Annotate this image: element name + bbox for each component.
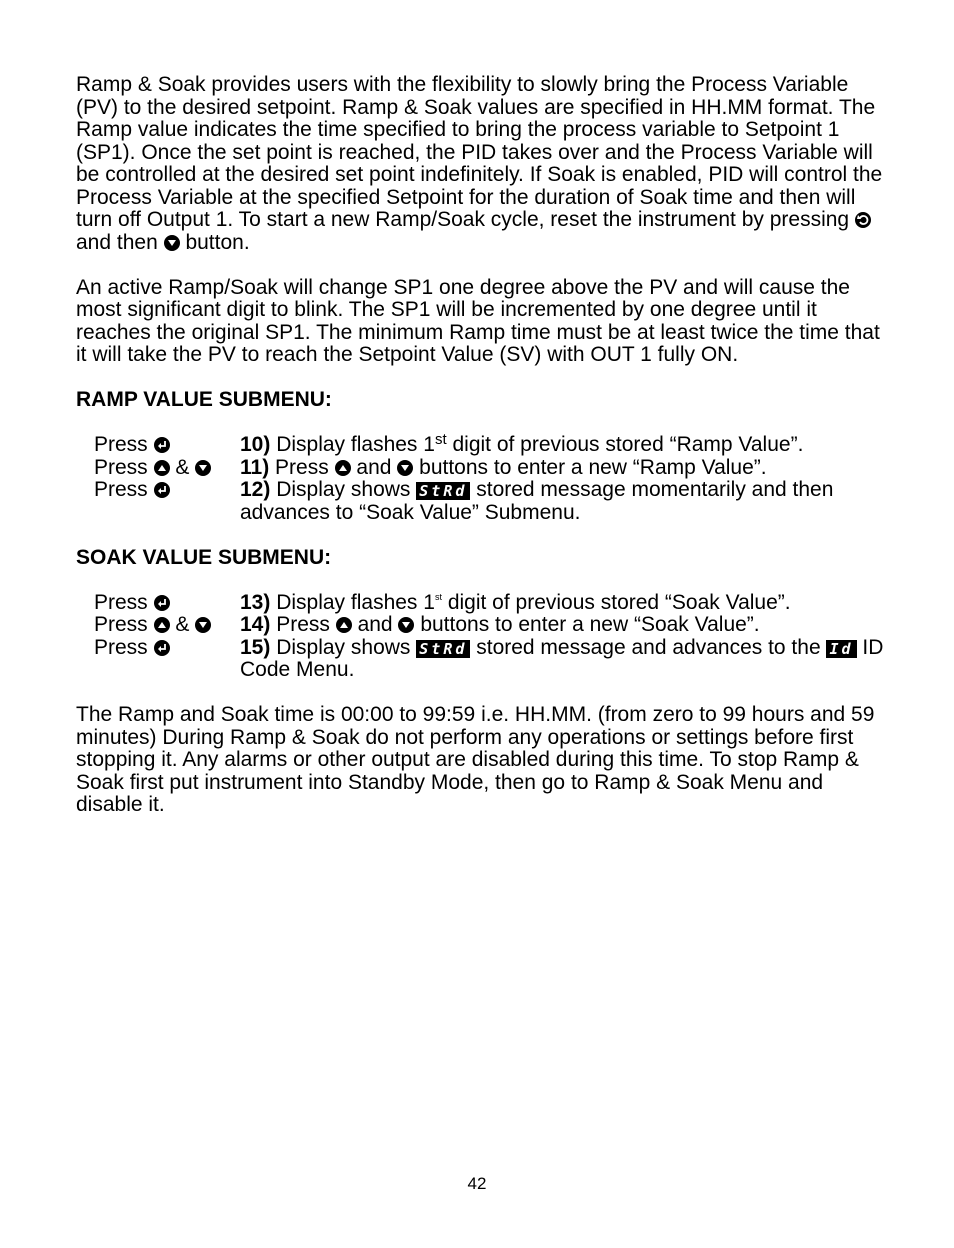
step-text: and [357,613,393,636]
step-description [240,431,886,457]
press-label [94,479,240,502]
step-number: 10) [240,433,271,456]
step-text: Press [275,455,329,479]
ramp-steps [94,431,886,524]
press-label [94,637,240,660]
down-arrow-icon [195,460,211,476]
step-description [240,614,886,637]
step-text: digit of previous stored “Soak Value”. [447,590,791,614]
soak-step-15 [94,637,886,682]
step-description [240,592,886,615]
up-arrow-icon [154,460,170,476]
step-text: buttons to enter a new “Soak Value”. [420,613,760,636]
press-text: Press [94,590,148,614]
press-text: Press [94,433,148,456]
lcd-strd-display: StRd [416,640,470,658]
step-text: Display shows [276,635,411,659]
press-label [94,457,240,480]
press-text: Press [94,455,148,479]
lcd-strd-display: StRd [416,482,470,500]
step-text: stored message and advances to the [476,635,821,659]
reset-icon [855,212,871,228]
step-text: stored message momentarily and then advances to “Soak Value” Submenu. [240,478,834,524]
down-arrow-icon [164,235,180,251]
up-arrow-icon [335,460,351,476]
up-arrow-icon [154,617,170,633]
step-description [240,457,886,480]
superscript: st [434,431,447,448]
enter-icon [154,482,170,498]
step-text: ID Code Menu. [240,635,884,681]
step-text: Display flashes 1 [276,590,435,614]
page-number: 42 [467,1174,487,1193]
down-arrow-icon [195,617,211,633]
step-text: buttons to enter a new “Ramp Value”. [419,455,767,479]
step-number: 15) [240,635,271,659]
ramp-step-11 [94,457,886,480]
step-text: digit of previous stored “Ramp Value”. [452,433,804,456]
manual-page [76,74,886,839]
enter-icon [154,437,170,453]
step-text: Press [276,613,330,636]
step-description [240,479,886,524]
down-arrow-icon [398,617,414,633]
step-text: Display shows [276,478,411,501]
intro-paragraph-1 [76,74,886,254]
up-arrow-icon [336,617,352,633]
ampersand: & [175,613,190,636]
soak-steps [94,592,886,682]
intro-text-c: button. [185,230,250,254]
step-description [240,637,886,682]
soak-step-13 [94,592,886,615]
press-label [94,434,240,457]
closing-paragraph: The Ramp and Soak time is 00:00 to 99:59 i.e. HH.MM. (from zero to 99 hours and 59 minutes) During Ramp & Soak do not perform any operations or settings before first stopping it. Any alarms or other output are disabled during this time. To stop Ramp & Soak first put instrument into Standby Mode, then go to Ramp & Soak Menu and disable it. [76,703,875,816]
press-label [94,614,240,637]
down-arrow-icon [397,460,413,476]
enter-icon [154,595,170,611]
enter-icon [154,640,170,656]
press-label [94,592,240,615]
ramp-step-12 [94,479,886,524]
step-number: 11) [240,455,270,479]
superscript: st [434,591,442,602]
press-text: Press [94,478,148,501]
press-text: Press [94,635,148,659]
step-number: 13) [240,590,271,614]
ramp-step-10 [94,431,886,457]
soak-heading: SOAK VALUE SUBMENU: [76,545,332,569]
intro-text-a: Ramp & Soak provides users with the flexibility to slowly bring the Process Variable (PV) to the desired setpoint. Ramp & Soak values are specified in HH.MM format. The Ramp value indicates the time specified to bring the process variable to Setpoint 1 (SP1). Once the set point is reached, the PID takes over and the Process Variable will be controlled at the desired set point indefinitely. If Soak is enabled, PID will control the Process Variable at the specified Setpoint for the duration of Soak time and then will turn off Output 1. To start a new Ramp/Soak cycle, reset the instrument by pressing [76,73,883,231]
ampersand: & [175,455,190,479]
press-text: Press [94,613,148,636]
step-text: and [356,455,392,479]
step-number: 12) [240,478,271,501]
step-text: Display flashes 1 [276,433,435,456]
intro-text-b: and then [76,230,158,254]
intro-paragraph-2: An active Ramp/Soak will change SP1 one degree above the PV and will cause the most significant digit to blink. The SP1 will be incremented by one degree until it reaches the original SP1. The minimum Ramp time must be at least twice the time that it will take the PV to reach the Setpoint Value (SV) with OUT 1 fully ON. [76,275,880,366]
soak-step-14 [94,614,886,637]
ramp-heading: RAMP VALUE SUBMENU: [76,388,332,411]
step-number: 14) [240,613,271,636]
lcd-id-display: Id [826,640,856,658]
